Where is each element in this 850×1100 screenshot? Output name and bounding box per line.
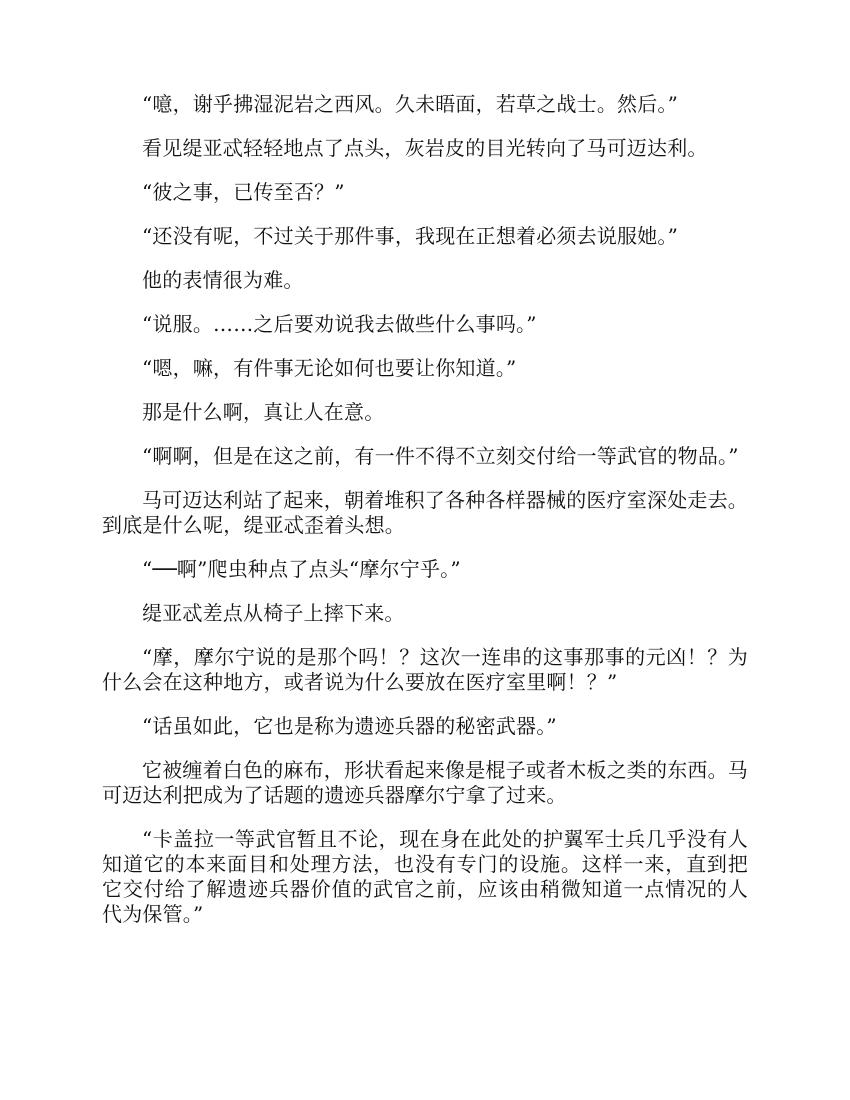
paragraph-16: “卡盖拉一等武官暂且不论，现在身在此处的护翼军士兵几乎没有人知道它的本来面目和处理方法，也没有专门的设施。这样一来，直到把它交付给了解遗迹兵器价值的武官之前，应该由稍微知道一点情况的人代为保管。”: [102, 827, 748, 926]
paragraph-15: 它被缠着白色的麻布，形状看起来像是棍子或者木板之类的东西。马可迈达利把成为了话题的遗迹兵器摩尔宁拿了过来。: [102, 758, 748, 807]
paragraph-8: 那是什么啊，真让人在意。: [142, 400, 385, 424]
paragraph-9: “啊啊，但是在这之前，有一件不得不立刻交付给一等武官的物品。”: [142, 444, 739, 468]
paragraph-3: “彼之事，已传至否？”: [142, 180, 345, 204]
paragraph-14: “话虽如此，它也是称为遗迹兵器的秘密武器。”: [142, 714, 557, 738]
paragraph-12: 缇亚忒差点从椅子上摔下来。: [142, 601, 405, 625]
paragraph-13: “摩，摩尔宁说的是那个吗！？这次一连串的这事那事的元凶！？为什么会在这种地方，或者说为什么要放在医疗室里啊！？”: [102, 645, 748, 694]
paragraph-4: “还没有呢，不过关于那件事，我现在正想着必须去说服她。”: [142, 224, 679, 248]
paragraph-10: 马可迈达利站了起来，朝着堆积了各种各样器械的医疗室深处走去。到底是什么呢，缇亚忒歪着头想。: [102, 488, 748, 537]
document-page: [102, 92, 748, 946]
paragraph-7: “嗯，嘛，有件事无论如何也要让你知道。”: [142, 356, 517, 380]
paragraph-11: “──啊”爬虫种点了点头“摩尔宁乎。”: [142, 557, 461, 581]
paragraph-2: 看见缇亚忒轻轻地点了点头，灰岩皮的目光转向了马可迈达利。: [142, 136, 708, 160]
paragraph-5: 他的表情很为难。: [142, 268, 304, 292]
paragraph-6: “说服。……之后要劝说我去做些什么事吗。”: [142, 312, 537, 336]
paragraph-1: “噫，谢乎拂湿泥岩之西风。久未晤面，若草之战士。然后。”: [142, 92, 679, 116]
